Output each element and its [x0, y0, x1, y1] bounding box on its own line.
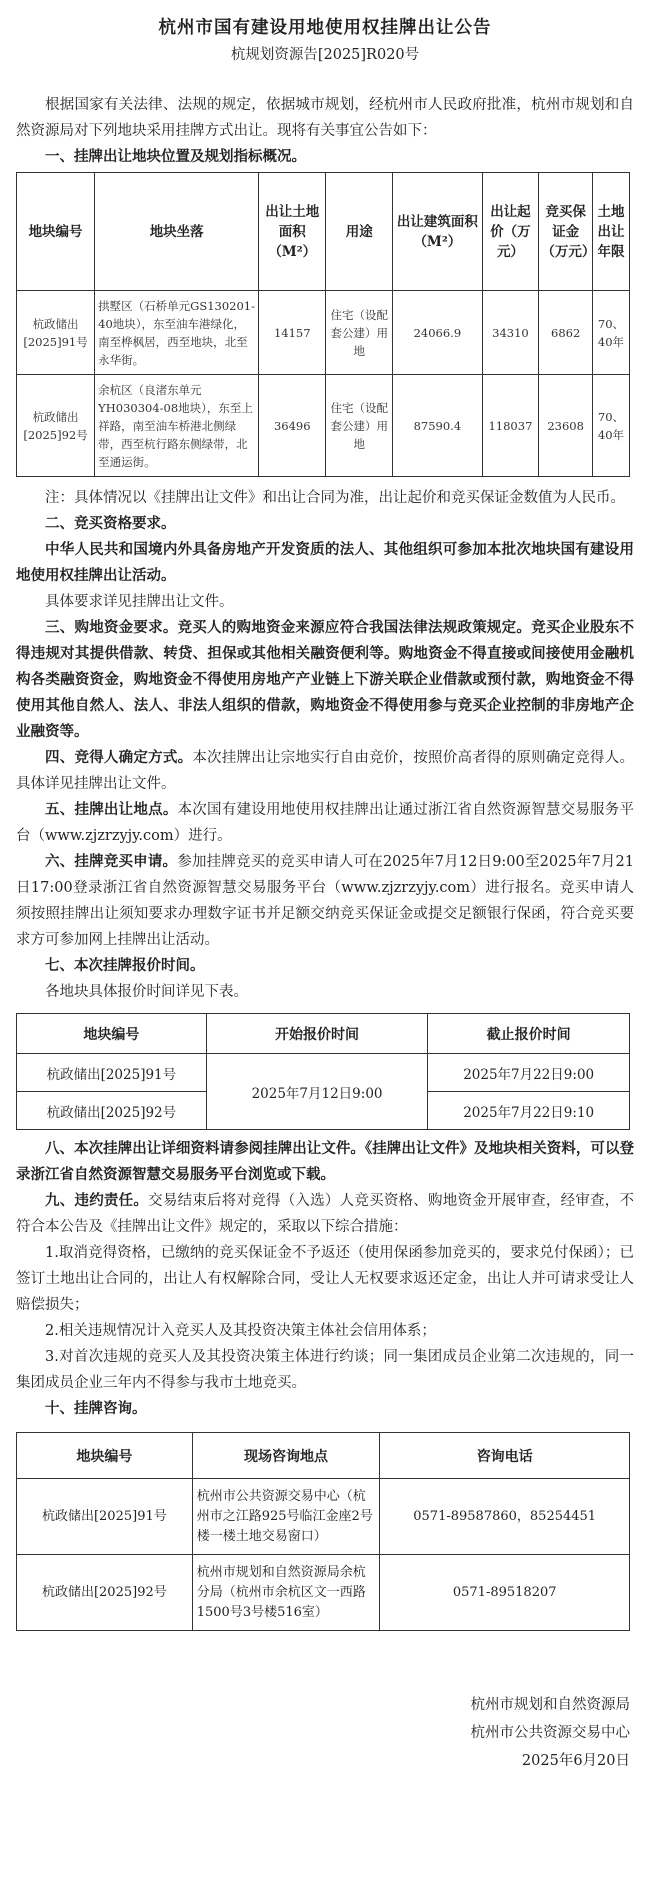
col-header-area: 出让土地面积（M²） [259, 173, 326, 291]
cell-use: 住宅（设配套公建）用地 [326, 375, 393, 477]
section-5-heading: 五、挂牌出让地点。 [45, 801, 178, 818]
cell-location: 余杭区（良渚东单元YH030304-08地块），东至上祥路，南至油车桥港北侧绿带，西至杭行路东侧绿带，北至通运街。 [95, 375, 259, 477]
section-6-paragraph [16, 849, 634, 953]
list-item: 3.对首次违规的竞买人及其投资决策主体进行约谈；同一集团成员企业第二次违规的，同一集团成员企业三年内不得参与我市土地竞买。 [16, 1349, 634, 1391]
cell-phone: 0571-89518207 [380, 1555, 630, 1631]
table-header-row [17, 173, 630, 291]
section-6-body: 参加挂牌竞买的竞买申请人可在2025年7月12日9:00至2025年7月21日17:00登录浙江省自然资源智慧交易服务平台（www.zjzrzyjy.com）进行报名。竞买申请人须按照挂牌出让须知要求办理数字证书并足额交纳竞买保证金或提交足额银行保函，符合竞买要求方可参加网上挂牌出让活动。 [16, 854, 635, 948]
section-2-heading: 二、竞买资格要求。 [45, 515, 176, 532]
section-2-body: 中华人民共和国境内外具备房地产开发资质的法人、其他组织可参加本批次地块国有建设用地使用权挂牌出让活动。 [16, 541, 634, 584]
table-row [17, 375, 630, 477]
document-number: 杭规划资源告[2025]R020号 [230, 47, 420, 63]
signature-org-2: 杭州市公共资源交易中心 [470, 1725, 630, 1741]
cell-area: 14157 [259, 291, 326, 375]
cell-end-time: 2025年7月22日9:00 [428, 1054, 630, 1092]
page-title: 杭州市国有建设用地使用权挂牌出让公告 [158, 18, 492, 38]
section-4-paragraph [16, 745, 634, 797]
col-header-use: 用途 [326, 173, 393, 291]
col-header-start-price: 出让起价（万元） [482, 173, 539, 291]
table-row [17, 1479, 630, 1555]
signature-org-1: 杭州市规划和自然资源局 [470, 1697, 630, 1713]
col-header-id: 地块编号 [17, 1014, 207, 1054]
cell-id: 杭政储出[2025]91号 [17, 1054, 207, 1092]
section-9-paragraph [16, 1188, 634, 1240]
list-item: 1.取消竞得资格，已缴纳的竞买保证金不予返还（使用保函参加竞买的，要求兑付保函）；已签订土地出让合同的，出让人有权解除合同，受让人无权要求返还定金，出让人并可请求受让人赔偿损失； [16, 1245, 634, 1313]
intro-paragraph: 根据国家有关法律、法规的规定，依据城市规划，经杭州市人民政府批准，杭州市规划和自然资源局对下列地块采用挂牌方式出让。现将有关事宜公告如下： [16, 97, 634, 139]
cell-end-time: 2025年7月22日9:10 [428, 1092, 630, 1130]
cell-place: 杭州市公共资源交易中心（杭州市之江路925号临江金座2号楼一楼土地交易窗口） [192, 1479, 380, 1555]
section-6-heading: 六、挂牌竞买申请。 [45, 853, 178, 870]
signature-date: 2025年6月20日 [521, 1753, 630, 1769]
col-header-end-time: 截止报价时间 [428, 1014, 630, 1054]
col-header-location: 地块坐落 [95, 173, 259, 291]
col-header-phone: 咨询电话 [380, 1433, 630, 1479]
land-parcel-table [16, 172, 630, 477]
consultation-table [16, 1432, 630, 1631]
cell-location: 拱墅区（石桥单元GS130201-40地块），东至油车港绿化，南至桦枫居，西至地块，北至永华街。 [95, 291, 259, 375]
cell-area: 36496 [259, 375, 326, 477]
table-row [17, 1054, 630, 1092]
section-3-paragraph: 三、购地资金要求。竞买人的购地资金来源应符合我国法律法规政策规定。竞买企业股东不得违规对其提供借款、转贷、担保或其他相关融资便利等。购地资金不得直接或间接使用金融机构各类融资资金，购地资金不得使用房地产产业链上下游关联企业借款或预付款，购地资金不得使用其他自然人、法人、非法人组织的借款，购地资金不得使用参与竞买企业控制的非房地产企业融资等。 [16, 619, 634, 740]
section-7-body: 各地块具体报价时间详见下表。 [45, 984, 248, 1000]
section-2-detail: 具体要求详见挂牌出让文件。 [45, 594, 234, 610]
cell-start-price: 34310 [482, 291, 539, 375]
cell-term: 70、40年 [592, 375, 629, 477]
col-header-id: 地块编号 [17, 173, 95, 291]
section-9-body: 交易结束后将对竞得（入选）人竞买资格、购地资金开展审查，经审查，不符合本公告及《挂牌出让文件》规定的，采取以下综合措施： [16, 1193, 635, 1235]
cell-deposit: 6862 [539, 291, 593, 375]
section-1-heading: 一、挂牌出让地块位置及规划指标概况。 [45, 148, 306, 165]
section-8-paragraph: 八、本次挂牌出让详细资料请参阅挂牌出让文件。《挂牌出让文件》及地块相关资料，可以登录浙江省自然资源智慧交易服务平台浏览或下载。 [16, 1140, 634, 1183]
cell-start-price: 118037 [482, 375, 539, 477]
section-9-heading: 九、违约责任。 [45, 1192, 149, 1209]
cell-id: 杭政储出[2025]92号 [17, 1092, 207, 1130]
section-5-paragraph [16, 797, 634, 849]
cell-deposit: 23608 [539, 375, 593, 477]
col-header-deposit: 竞买保证金（万元） [539, 173, 593, 291]
cell-start-time: 2025年7月12日9:00 [206, 1054, 428, 1130]
list-item: 2.相关违规情况计入竞买人及其投资决策主体社会信用体系； [45, 1323, 436, 1339]
table-note: 注：具体情况以《挂牌出让文件》和出让合同为准，出让起价和竞买保证金数值为人民币。 [45, 490, 625, 506]
section-10-heading: 十、挂牌咨询。 [45, 1400, 147, 1417]
cell-floor-area: 24066.9 [393, 291, 482, 375]
col-header-term: 土地出让年限 [592, 173, 629, 291]
cell-id: 杭政储出[2025]92号 [17, 375, 95, 477]
col-header-place: 现场咨询地点 [192, 1433, 380, 1479]
bidding-time-table [16, 1013, 630, 1130]
cell-use: 住宅（设配套公建）用地 [326, 291, 393, 375]
cell-phone: 0571-89587860，85254451 [380, 1479, 630, 1555]
col-header-start-time: 开始报价时间 [206, 1014, 428, 1054]
cell-place: 杭州市规划和自然资源局余杭分局（杭州市余杭区文一西路1500号3号楼516室） [192, 1555, 380, 1631]
cell-id: 杭政储出[2025]92号 [17, 1555, 193, 1631]
cell-term: 70、40年 [592, 291, 629, 375]
section-5-body: 本次国有建设用地使用权挂牌出让通过浙江省自然资源智慧交易服务平台（www.zjzrzyjy.com）进行。 [16, 802, 634, 844]
cell-id: 杭政储出[2025]91号 [17, 291, 95, 375]
section-4-heading: 四、竞得人确定方式。 [45, 749, 193, 766]
cell-id: 杭政储出[2025]91号 [17, 1479, 193, 1555]
table-header-row [17, 1433, 630, 1479]
col-header-floor-area: 出让建筑面积（M²） [393, 173, 482, 291]
table-row [17, 1555, 630, 1631]
table-header-row [17, 1014, 630, 1054]
col-header-id: 地块编号 [17, 1433, 193, 1479]
table-row [17, 291, 630, 375]
section-7-heading: 七、本次挂牌报价时间。 [45, 957, 205, 974]
signature-block [16, 1691, 634, 1775]
section-4-body: 本次挂牌出让宗地实行自由竞价，按照价高者得的原则确定竞得人。具体详见挂牌出让文件。 [16, 750, 635, 792]
cell-floor-area: 87590.4 [393, 375, 482, 477]
